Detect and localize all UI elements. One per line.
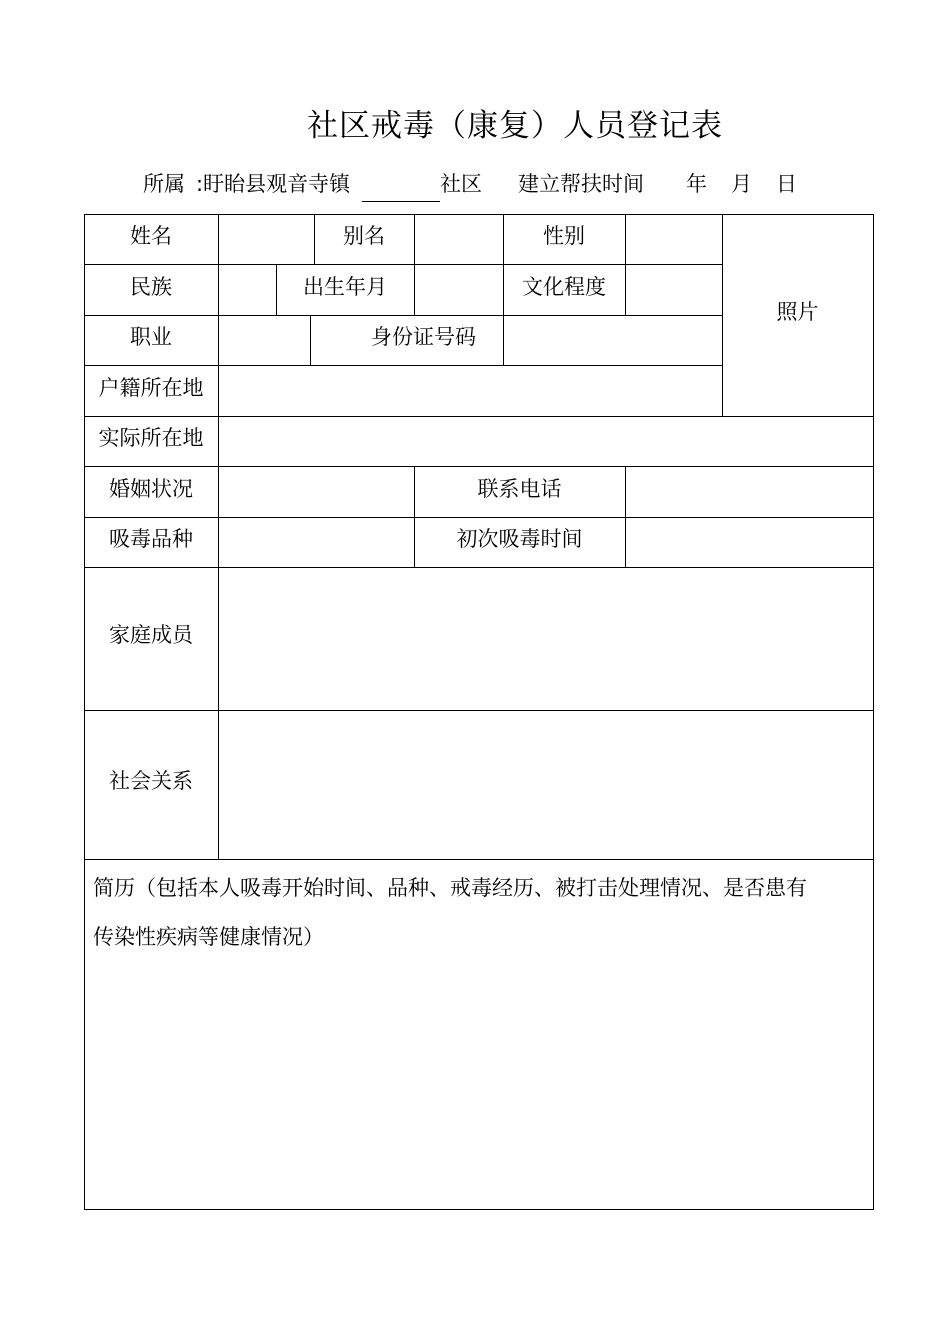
alias-label: 别名: [343, 224, 385, 248]
household-registration-label: 户籍所在地: [98, 376, 204, 400]
ethnicity-field[interactable]: [219, 265, 276, 315]
table-border-left: [84, 214, 85, 1210]
actual-residence-field[interactable]: [219, 417, 873, 466]
name-label: 姓名: [130, 224, 172, 248]
col-divider: [310, 315, 311, 365]
id-number-label: 身份证号码: [371, 325, 476, 349]
phone-field[interactable]: [626, 467, 873, 517]
education-field[interactable]: [626, 265, 722, 315]
page-title: 社区戒毒（康复）人员登记表: [307, 108, 723, 144]
marital-status-field[interactable]: [219, 467, 414, 517]
occupation-label: 职业: [130, 325, 172, 349]
social-relations-field[interactable]: [219, 711, 873, 859]
resume-prompt-line-1: 简历（包括本人吸毒开始时间、品种、戒毒经历、被打击处理情况、是否患有: [93, 876, 807, 900]
actual-residence-label: 实际所在地: [98, 426, 204, 450]
resume-prompt-line-2: 传染性疾病等健康情况）: [93, 925, 324, 949]
affiliation-value: :盱眙县观音寺镇: [196, 172, 351, 196]
gender-label: 性别: [543, 224, 585, 248]
year-label: 年: [686, 172, 707, 196]
table-border-right: [873, 214, 874, 1210]
drug-type-label: 吸毒品种: [109, 527, 193, 551]
birth-label: 出生年月: [303, 275, 387, 299]
name-field[interactable]: [219, 215, 314, 264]
established-time-label: 建立帮扶时间: [518, 172, 644, 196]
family-members-field[interactable]: [219, 568, 873, 710]
education-label: 文化程度: [522, 275, 606, 299]
drug-type-field[interactable]: [219, 518, 414, 567]
alias-field[interactable]: [415, 215, 503, 264]
first-use-label: 初次吸毒时间: [456, 527, 583, 551]
ethnicity-label: 民族: [130, 275, 172, 299]
birth-field[interactable]: [415, 265, 503, 315]
photo-label: 照片: [776, 300, 819, 324]
day-label: 日: [776, 172, 797, 196]
first-use-field[interactable]: [626, 518, 873, 567]
id-number-field[interactable]: [504, 316, 722, 365]
registration-table: [84, 214, 874, 1210]
gender-field[interactable]: [626, 215, 722, 264]
occupation-field[interactable]: [219, 316, 310, 365]
family-members-label: 家庭成员: [109, 623, 193, 647]
row-divider: [84, 859, 874, 860]
affiliation-label: 所属: [143, 172, 185, 196]
phone-label: 联系电话: [477, 477, 562, 501]
table-border-bottom: [84, 1209, 874, 1210]
community-label: 社区: [440, 172, 482, 196]
household-registration-field[interactable]: [219, 366, 722, 416]
social-relations-label: 社会关系: [109, 769, 193, 793]
month-label: 月: [731, 172, 752, 196]
community-blank-line[interactable]: [362, 201, 440, 202]
resume-section[interactable]: [93, 864, 868, 962]
marital-status-label: 婚姻状况: [109, 477, 193, 501]
